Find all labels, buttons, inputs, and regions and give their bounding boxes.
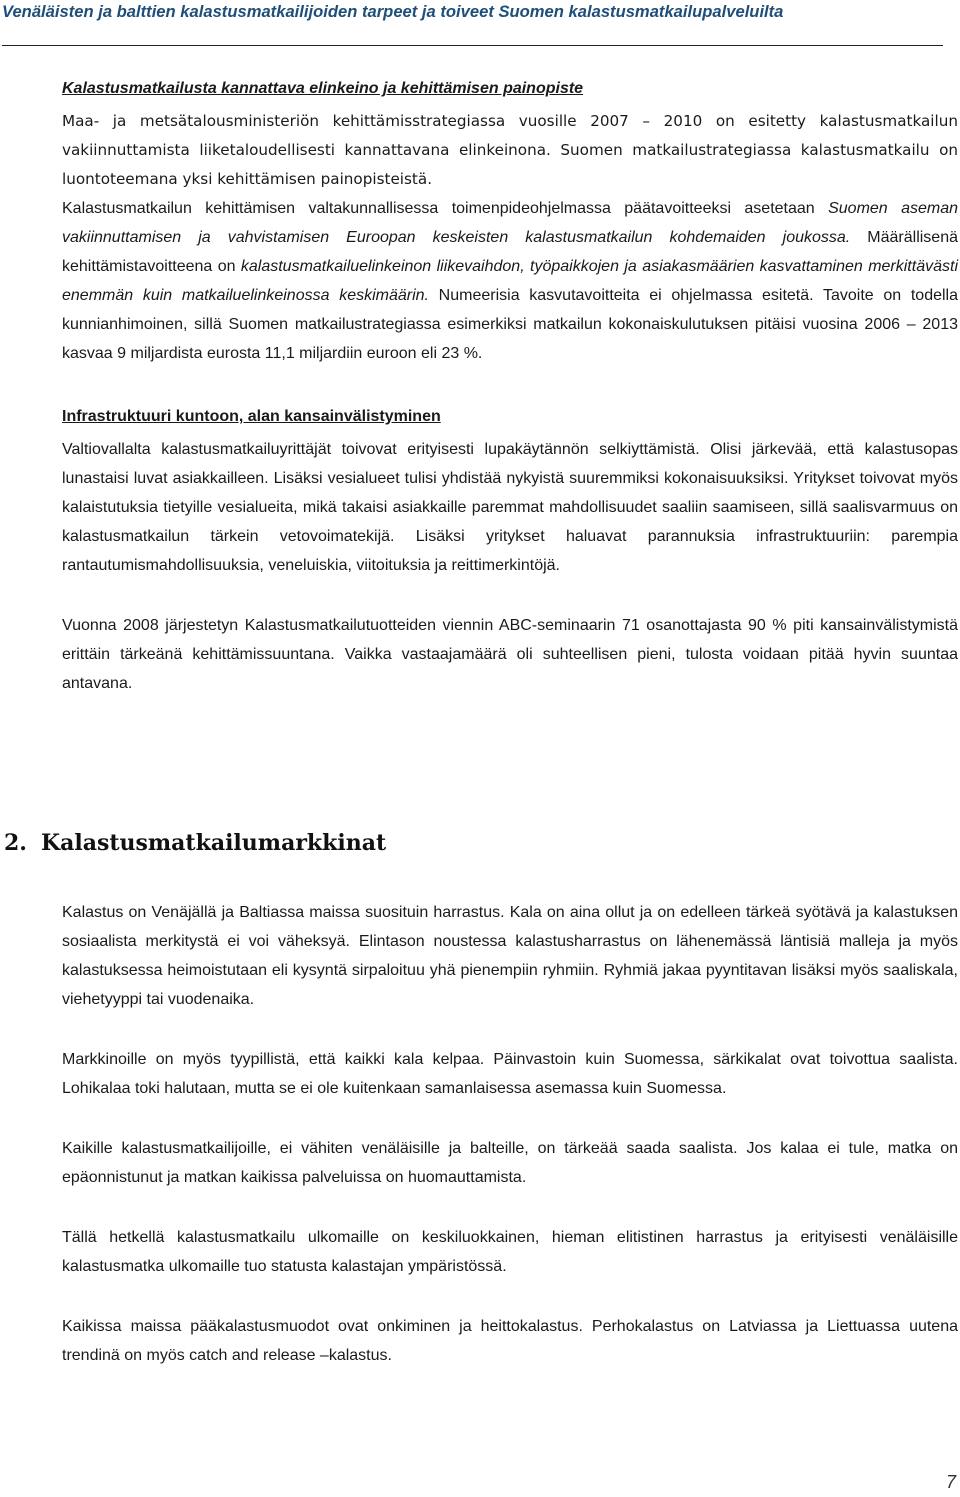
paragraph-catch-importance: Kaikille kalastusmatkailijoille, ei vähiten venäläisille ja balteille, on tärkeää saada saalista. Jos kalaa ei tule, matka on epäonnistunut ja matkan kaikissa palveluissa on huomauttamista. [62, 1140, 958, 1186]
chapter-number: 2. [4, 830, 27, 856]
paragraph-strategy: Maa- ja metsätalousministeriön kehittämisstrategiassa vuosille 2007 – 2010 on esitetty kalastusmatkailun vakiinnuttamista liiketaloudellisesti kannattavana elinkeinona. Suomen matkailustrategiassa kalastusmatkailu on luontoteemana yksi kehittämisen painopisteistä. [62, 112, 958, 188]
chapter-title-text: Kalastusmatkailumarkkinat [40, 830, 387, 856]
text-run: Numeerisia kasvutavoitteita ei ohjelmassa esitetä. Tavoite on todella kunnianhimoinen, sillä Suomen matkailustrategiassa esimerkiksi matkailun kokonaiskulutuksen pitäisi vuosina 2006 – 2013 kasvaa 9 miljardista eurosta 11,1 miljardiin euroon eli 23 %. [62, 287, 958, 362]
text-run: Määrällisenä kehittämistavoitteena on [62, 229, 959, 275]
page-number: 7 [945, 1472, 956, 1492]
chapter-body [62, 898, 958, 1370]
paragraph-catch-preferences: Markkinoille on myös tyypillistä, että kaikki kala kelpaa. Päinvastoin kuin Suomessa, särkikalat ovat toivottua saalista. Lohikalaa toki halutaan, mutta se ei ole kuitenkaan samanlaisessa asemassa kuin Suomessa. [62, 1051, 958, 1097]
spacer [62, 1014, 958, 1045]
header-divider [2, 45, 943, 46]
paragraph-fishing-methods: Kaikissa maissa pääkalastusmuodot ovat onkiminen ja heittokalastus. Perhokalastus on Latviassa ja Liettuassa uutena trendinä on myös catch and release –kalastus. [62, 1318, 958, 1364]
text-run-italic: kalastusmatkailuelinkeinon liikevaihdon, työpaikkojen ja asiakasmäärien kasvattaminen merkittävästi enemmän kuin matkailuelinkeinossa keskimäärin. [62, 258, 958, 304]
text-run: Kalastusmatkailun kehittämisen valtakunnallisessa toimenpideohjelmassa päätavoitteeksi asetetaan [62, 200, 829, 217]
paragraph-market-overview: Kalastus on Venäjällä ja Baltiassa maissa suosituin harrastus. Kala on aina ollut ja on edelleen tärkeä syötävä ja kalastuksen sosiaalista merkitystä ei voi väheksyä. Elintason noustessa kalastusharrastus on lähenemässä läntisiä malleja ja myös kalastuksessa heimoistutaan eli kysyntä sirpaloituu yhä pienempiin ryhmiin. Ryhmiä jakaa pyyntitavan lisäksi myös saaliskala, viehetyyppi tai vuodenaika. [62, 904, 958, 1008]
section-heading-infrastructure: Infrastruktuuri kuntoon, alan kansainvälistyminen [62, 408, 441, 425]
chapter-title [4, 830, 386, 856]
paragraph-government-wishes: Valtiovallalta kalastusmatkailuyrittäjät toivovat erityisesti lupakäytännön selkiyttämistä. Olisi järkevää, että kalastusopas lunastaisi luvat asiakkailleen. Lisäksi vesialueet tulisi yhdistää nykyistä suuremmiksi kokonaisuuksiksi. Yritykset toivovat myös kalaistutuksia tietyille vesialueita, mikä takaisi asiakkaille paremmat mahdollisuudet saaliin saamiseen, sillä saalisvarmuus on kalastusmatkailun tärkein vetovoimatekijä. Lisäksi yritykset haluavat parannuksia infrastruktuuriin: parempia rantautumismahdollisuuksia, veneluiskia, viitoituksia ja reittimerkintöjä. [62, 441, 958, 574]
document-running-title: Venäläisten ja balttien kalastusmatkailijoiden tarpeet ja toiveet Suomen kalastusmatkailupalveluilta [2, 2, 784, 21]
spacer [62, 1103, 958, 1134]
paragraph-action-programme [62, 194, 958, 368]
text-run-italic: Suomen aseman vakiinnuttamisen ja vahvistamisen Euroopan keskeisten kalastusmatkailun kohdemaiden joukossa. [62, 200, 959, 246]
document-body [62, 71, 958, 698]
spacer [62, 1281, 958, 1312]
spacer [62, 1192, 958, 1223]
spacer [62, 580, 958, 611]
paragraph-seminar-survey: Vuonna 2008 järjestetyn Kalastusmatkailutuotteiden viennin ABC-seminaarin 71 osanottajasta 90 % piti kansainvälistymistä erittäin tärkeänä kehittämissuuntana. Vaikka vastaajamäärä oli suhteellisen pieni, tulosta voidaan pitää hyvin suuntaa antavana. [62, 617, 958, 692]
paragraph-status: Tällä hetkellä kalastusmatkailu ulkomaille on keskiluokkainen, hieman elitistinen harrastus ja erityisesti venäläisille kalastusmatka ulkomaille tuo statusta kalastajan ympäristössä. [62, 1229, 958, 1275]
spacer [62, 368, 958, 399]
section-heading-profitable-business: Kalastusmatkailusta kannattava elinkeino ja kehittämisen painopiste [62, 80, 584, 97]
